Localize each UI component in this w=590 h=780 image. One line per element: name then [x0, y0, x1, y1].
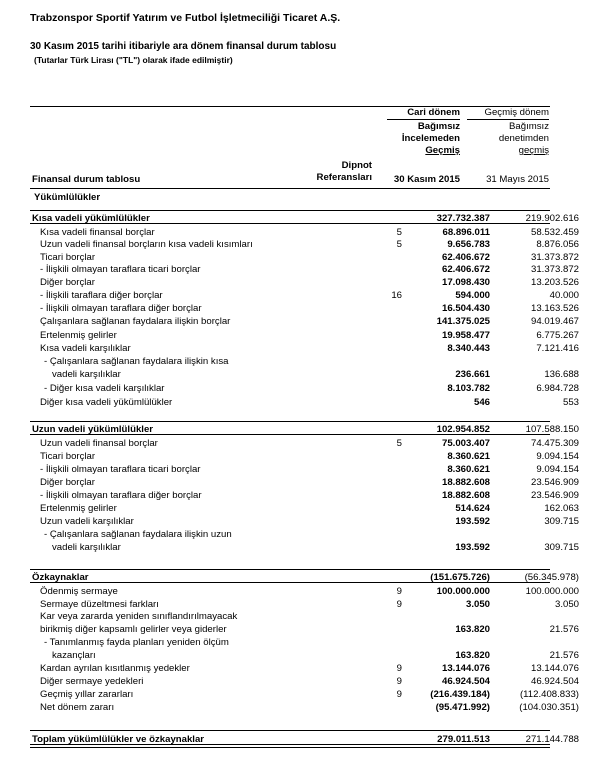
row-label: - Diğer kısa vadeli karşılıklar	[44, 383, 165, 394]
row-label: Ticari borçlar	[40, 451, 96, 462]
statement-title: 30 Kasım 2015 tarihi itibariyle ara dönem finansal durum tablosu	[30, 41, 337, 52]
row-current-value: 193.592	[455, 542, 490, 553]
section-rule	[30, 582, 550, 583]
row-prior-value: 31.373.872	[530, 252, 579, 263]
row-current-value: 62.406.672	[441, 252, 490, 263]
current-date: 30 Kasım 2015	[393, 174, 460, 185]
table-row	[30, 542, 579, 554]
row-current-value: 46.924.504	[441, 676, 490, 687]
table-row	[30, 383, 579, 395]
current-audit-status	[388, 121, 460, 157]
row-prior-value: 13.203.526	[530, 277, 579, 288]
table-row	[30, 464, 579, 476]
total-top-rule	[30, 730, 550, 731]
table-row	[30, 637, 550, 649]
row-current-value: 9.656.783	[447, 239, 490, 250]
section-rule	[30, 210, 550, 211]
row-current-value: 102.954.852	[436, 424, 490, 435]
row-note: 9	[396, 663, 402, 674]
row-label: Kısa vadeli karşılıklar	[40, 343, 131, 354]
prior-sub-line: geçmiş	[518, 145, 549, 156]
row-current-value: 514.624	[455, 503, 490, 514]
row-current-value: 594.000	[455, 290, 490, 301]
row-prior-value: 13.163.526	[530, 303, 579, 314]
table-row	[30, 702, 579, 714]
row-label: birikmiş diğer kapsamlı gelirler veya giderler	[40, 624, 227, 635]
row-current-value: 8.103.782	[447, 383, 490, 394]
table-row	[30, 252, 579, 264]
row-prior-value: 23.546.909	[530, 490, 579, 501]
row-current-value: 16.504.430	[441, 303, 490, 314]
row-label: - İlişkili olmayan taraflara diğer borçlar	[40, 303, 202, 314]
company-name: Trabzonspor Sportif Yatırım ve Futbol İşletmeciliği Ticaret A.Ş.	[30, 12, 341, 24]
table-row	[30, 676, 579, 688]
row-prior-value: 31.373.872	[530, 264, 579, 275]
section-rule	[30, 569, 550, 570]
row-current-value: 3.050	[465, 599, 490, 610]
table-row	[30, 650, 579, 662]
table-row	[30, 624, 579, 636]
row-current-value: 75.003.407	[441, 438, 490, 449]
row-note: 5	[396, 438, 402, 449]
table-row	[30, 227, 579, 239]
section-rule	[30, 421, 550, 422]
current-sub-line: Bağımsız	[417, 121, 460, 132]
row-label: Toplam yükümlülükler ve özkaynaklar	[32, 734, 205, 745]
row-prior-value: 21.576	[549, 624, 579, 635]
section-rule	[30, 223, 550, 224]
row-current-value: 163.820	[455, 624, 490, 635]
prior-audit-status	[470, 121, 549, 157]
row-prior-value: 6.984.728	[536, 383, 579, 394]
prior-period-header: Geçmiş dönem	[484, 107, 549, 118]
table-row	[30, 290, 579, 302]
row-current-value: 546	[473, 397, 490, 408]
row-label: Uzun vadeli finansal borçlar	[40, 438, 158, 449]
table-row	[30, 330, 579, 342]
row-label: Geçmiş yıllar zararları	[40, 689, 134, 700]
row-current-value: 327.732.387	[436, 213, 490, 224]
row-label: Ödenmiş sermaye	[40, 586, 118, 597]
section-title: Yükümlülükler	[34, 192, 101, 203]
row-label: Ertelenmiş gelirler	[40, 503, 117, 514]
table-row	[30, 490, 579, 502]
prior-sub-line: Bağımsız	[509, 121, 549, 132]
row-prior-value: (112.408.833)	[519, 689, 579, 700]
row-note: 5	[396, 239, 402, 250]
row-label: Kısa vadeli finansal borçlar	[40, 227, 155, 238]
row-label: - İlişkili olmayan taraflara diğer borçlar	[40, 490, 202, 501]
row-prior-value: 58.532.459	[530, 227, 579, 238]
row-current-value: 236.661	[455, 369, 490, 380]
row-label: Uzun vadeli karşılıklar	[40, 516, 134, 527]
row-label: - İlişkili olmayan taraflara ticari borçlar	[40, 264, 201, 275]
row-label: kazançları	[52, 650, 96, 661]
row-prior-value: 309.715	[544, 542, 579, 553]
header-bottom-rule	[30, 188, 550, 189]
row-prior-value: (104.030.351)	[519, 702, 579, 713]
row-label: Sermaye düzeltmesi farkları	[40, 599, 159, 610]
notes-column-header	[296, 160, 372, 184]
row-label: - Çalışanlara sağlanan faydalara ilişkin kısa	[44, 356, 229, 367]
row-note: 9	[396, 599, 402, 610]
table-row	[30, 611, 550, 623]
table-row	[30, 529, 550, 541]
row-current-value: 100.000.000	[436, 586, 490, 597]
table-row	[30, 689, 579, 701]
row-prior-value: 219.902.616	[525, 213, 579, 224]
row-current-value: 8.360.621	[447, 451, 490, 462]
table-row	[30, 264, 579, 276]
table-row	[30, 356, 550, 368]
row-label: Ertelenmiş gelirler	[40, 330, 117, 341]
row-label: Diğer borçlar	[40, 477, 95, 488]
row-label: Kar veya zararda yeniden sınıflandırılmayacak	[40, 611, 238, 622]
row-prior-value: 94.019.467	[530, 316, 579, 327]
row-prior-value: 107.588.150	[525, 424, 579, 435]
row-current-value: 8.340.443	[447, 343, 490, 354]
row-prior-value: 74.475.309	[530, 438, 579, 449]
row-current-value: 163.820	[455, 650, 490, 661]
table-row	[30, 343, 579, 355]
row-label: vadeli karşılıklar	[52, 369, 121, 380]
table-row	[30, 586, 579, 598]
row-prior-value: 6.775.267	[536, 330, 579, 341]
row-current-value: 193.592	[455, 516, 490, 527]
row-label: - Çalışanlara sağlanan faydalara ilişkin uzun	[44, 529, 232, 540]
row-prior-value: 46.924.504	[530, 676, 579, 687]
row-prior-value: 13.144.076	[530, 663, 579, 674]
table-row	[30, 438, 579, 450]
row-note: 16	[391, 290, 402, 301]
current-period-rule	[387, 119, 460, 120]
row-current-value: 19.958.477	[441, 330, 490, 341]
row-prior-value: 309.715	[544, 516, 579, 527]
row-current-value: 141.375.025	[436, 316, 490, 327]
row-prior-value: 553	[562, 397, 579, 408]
row-label: - İlişkili olmayan taraflara ticari borçlar	[40, 464, 201, 475]
row-note: 9	[396, 676, 402, 687]
table-row	[30, 477, 579, 489]
section-rule	[30, 434, 550, 435]
table-row	[30, 316, 579, 328]
row-current-value: (151.675.726)	[430, 572, 490, 583]
row-prior-value: 9.094.154	[536, 451, 579, 462]
row-current-value: 8.360.621	[447, 464, 490, 475]
row-label: Uzun vadeli yükümlülükler	[32, 424, 154, 435]
row-current-value: 17.098.430	[441, 277, 490, 288]
row-current-value: (216.439.184)	[430, 689, 490, 700]
row-label: Diğer sermaye yedekleri	[40, 676, 144, 687]
table-row	[30, 239, 579, 251]
row-prior-value: 162.063	[544, 503, 579, 514]
notes-header-line: Referansları	[316, 172, 372, 183]
row-prior-value: 8.876.056	[536, 239, 579, 250]
row-label: Ticari borçlar	[40, 252, 96, 263]
row-label: Kardan ayrılan kısıtlanmış yedekler	[40, 663, 190, 674]
row-prior-value: 271.144.788	[525, 734, 579, 745]
row-current-value: (95.471.992)	[435, 702, 490, 713]
row-prior-value: 9.094.154	[536, 464, 579, 475]
total-double-rule	[30, 744, 550, 748]
row-note: 9	[396, 586, 402, 597]
row-current-value: 13.144.076	[441, 663, 490, 674]
row-prior-value: 23.546.909	[530, 477, 579, 488]
row-prior-value: 136.688	[544, 369, 579, 380]
row-label: Kısa vadeli yükümlülükler	[32, 213, 150, 224]
row-label: - Tanımlanmış fayda planları yeniden ölçüm	[44, 637, 229, 648]
row-label: vadeli karşılıklar	[52, 542, 121, 553]
row-note: 5	[396, 227, 402, 238]
row-current-value: 18.882.608	[441, 490, 490, 501]
prior-date: 31 Mayıs 2015	[486, 174, 549, 185]
table-row	[30, 599, 579, 611]
row-current-value: 68.896.011	[442, 227, 490, 238]
row-prior-value: 100.000.000	[525, 586, 579, 597]
prior-sub-line: denetimden	[498, 133, 549, 144]
table-row	[30, 397, 579, 409]
notes-header-line: Dipnot	[341, 160, 372, 171]
current-sub-line: Geçmiş	[425, 145, 460, 156]
current-period-header: Cari dönem	[407, 107, 460, 118]
table-row	[30, 503, 579, 515]
row-prior-value: 21.576	[549, 650, 579, 661]
row-current-value: 279.011.513	[437, 734, 490, 745]
table-row	[30, 303, 579, 315]
row-current-value: 62.406.672	[441, 264, 490, 275]
statement-subtitle: (Tutarlar Türk Lirası ("TL") olarak ifade edilmiştir)	[34, 55, 233, 65]
row-label: Net dönem zararı	[40, 702, 115, 713]
row-prior-value: 40.000	[549, 290, 579, 301]
row-label: Diğer borçlar	[40, 277, 95, 288]
table-row	[30, 369, 579, 381]
table-row	[30, 663, 579, 675]
row-prior-value: (56.345.978)	[524, 572, 579, 583]
row-current-value: 18.882.608	[441, 477, 490, 488]
row-label: Diğer kısa vadeli yükümlülükler	[40, 397, 173, 408]
row-prior-value: 3.050	[554, 599, 579, 610]
table-row	[30, 277, 579, 289]
row-label: Çalışanlara sağlanan faydalara ilişkin borçlar	[40, 316, 231, 327]
row-prior-value: 7.121.416	[536, 343, 579, 354]
row-label: Uzun vadeli finansal borçların kısa vadeli kısımları	[40, 239, 253, 250]
prior-period-rule	[467, 119, 549, 120]
row-label: - İlişkili taraflara diğer borçlar	[40, 290, 163, 301]
row-note: 9	[396, 689, 402, 700]
row-label: Özkaynaklar	[32, 572, 89, 583]
table-row	[30, 516, 579, 528]
table-row	[30, 451, 579, 463]
current-sub-line: İncelemeden	[401, 133, 460, 144]
table-label: Finansal durum tablosu	[32, 174, 141, 185]
